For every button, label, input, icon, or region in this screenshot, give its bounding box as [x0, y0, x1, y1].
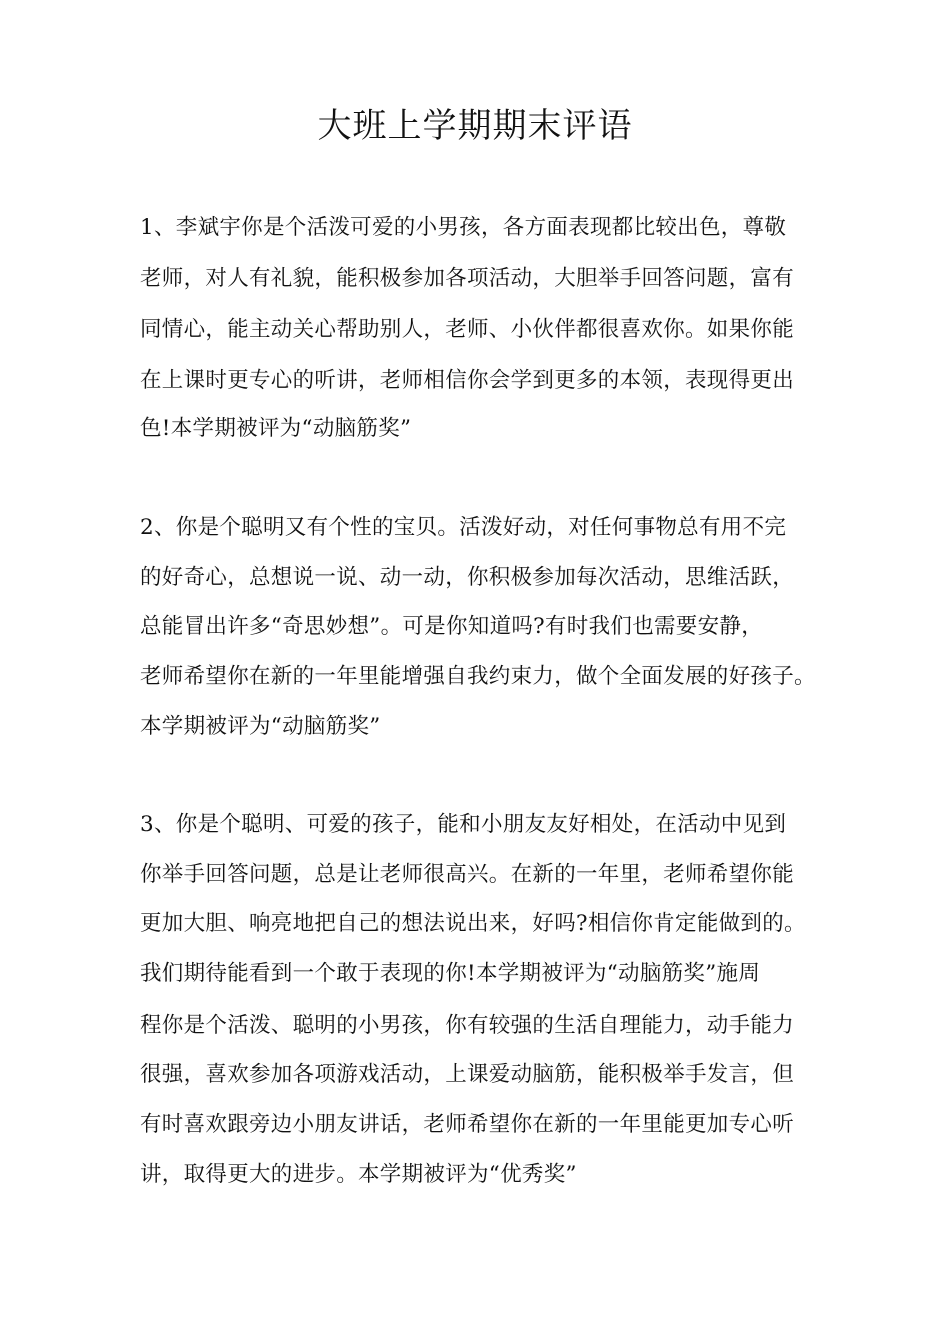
- paragraph-3-line-5: 程你是个活泼、聪明的小男孩，你有较强的生活自理能力，动手能力: [140, 1013, 795, 1038]
- paragraph-2-line-4: 老师希望你在新的一年里能增强自我约束力，做个全面发展的好孩子。: [140, 664, 816, 689]
- paragraph-1-line-1: 1、李斌宇你是个活泼可爱的小男孩，各方面表现都比较出色，尊敬: [140, 215, 787, 240]
- paragraph-3-line-7: 有时喜欢跟旁边小朋友讲话，老师希望你在新的一年里能更加专心听: [140, 1112, 795, 1137]
- paragraph-1-line-5: 色!本学期被评为“动脑筋奖”: [140, 416, 412, 441]
- paragraph-1-line-4: 在上课时更专心的听讲，老师相信你会学到更多的本领，表现得更出: [140, 368, 795, 393]
- paragraph-3-line-2: 你举手回答问题，总是让老师很高兴。在新的一年里，老师希望你能: [140, 862, 795, 887]
- paragraph-1-line-2: 老师，对人有礼貌，能积极参加各项活动，大胆举手回答问题，富有: [140, 266, 795, 291]
- paragraph-2-line-1: 2、你是个聪明又有个性的宝贝。活泼好动，对任何事物总有用不完: [140, 515, 787, 540]
- paragraph-2-line-5: 本学期被评为“动脑筋奖”: [140, 714, 381, 739]
- paragraph-3-line-4: 我们期待能看到一个敢于表现的你!本学期被评为“动脑筋奖”施周: [140, 961, 761, 986]
- paragraph-1-line-3: 同情心，能主动关心帮助别人，老师、小伙伴都很喜欢你。如果你能: [140, 317, 795, 342]
- document-title: 大班上学期期末评语: [317, 106, 633, 146]
- paragraph-2-line-3: 总能冒出许多“奇思妙想”。可是你知道吗?有时我们也需要安静，: [140, 614, 764, 639]
- paragraph-3-line-1: 3、你是个聪明、可爱的孩子，能和小朋友友好相处，在活动中见到: [140, 812, 787, 837]
- paragraph-3-line-8: 讲，取得更大的进步。本学期被评为“优秀奖”: [140, 1162, 577, 1187]
- paragraph-3-line-3: 更加大胆、响亮地把自己的想法说出来，好吗?相信你肯定能做到的。: [140, 911, 806, 936]
- paragraph-3-line-6: 很强，喜欢参加各项游戏活动，上课爱动脑筋，能积极举手发言，但: [140, 1062, 795, 1087]
- paragraph-2-line-2: 的好奇心，总想说一说、动一动，你积极参加每次活动，思维活跃，: [140, 565, 795, 590]
